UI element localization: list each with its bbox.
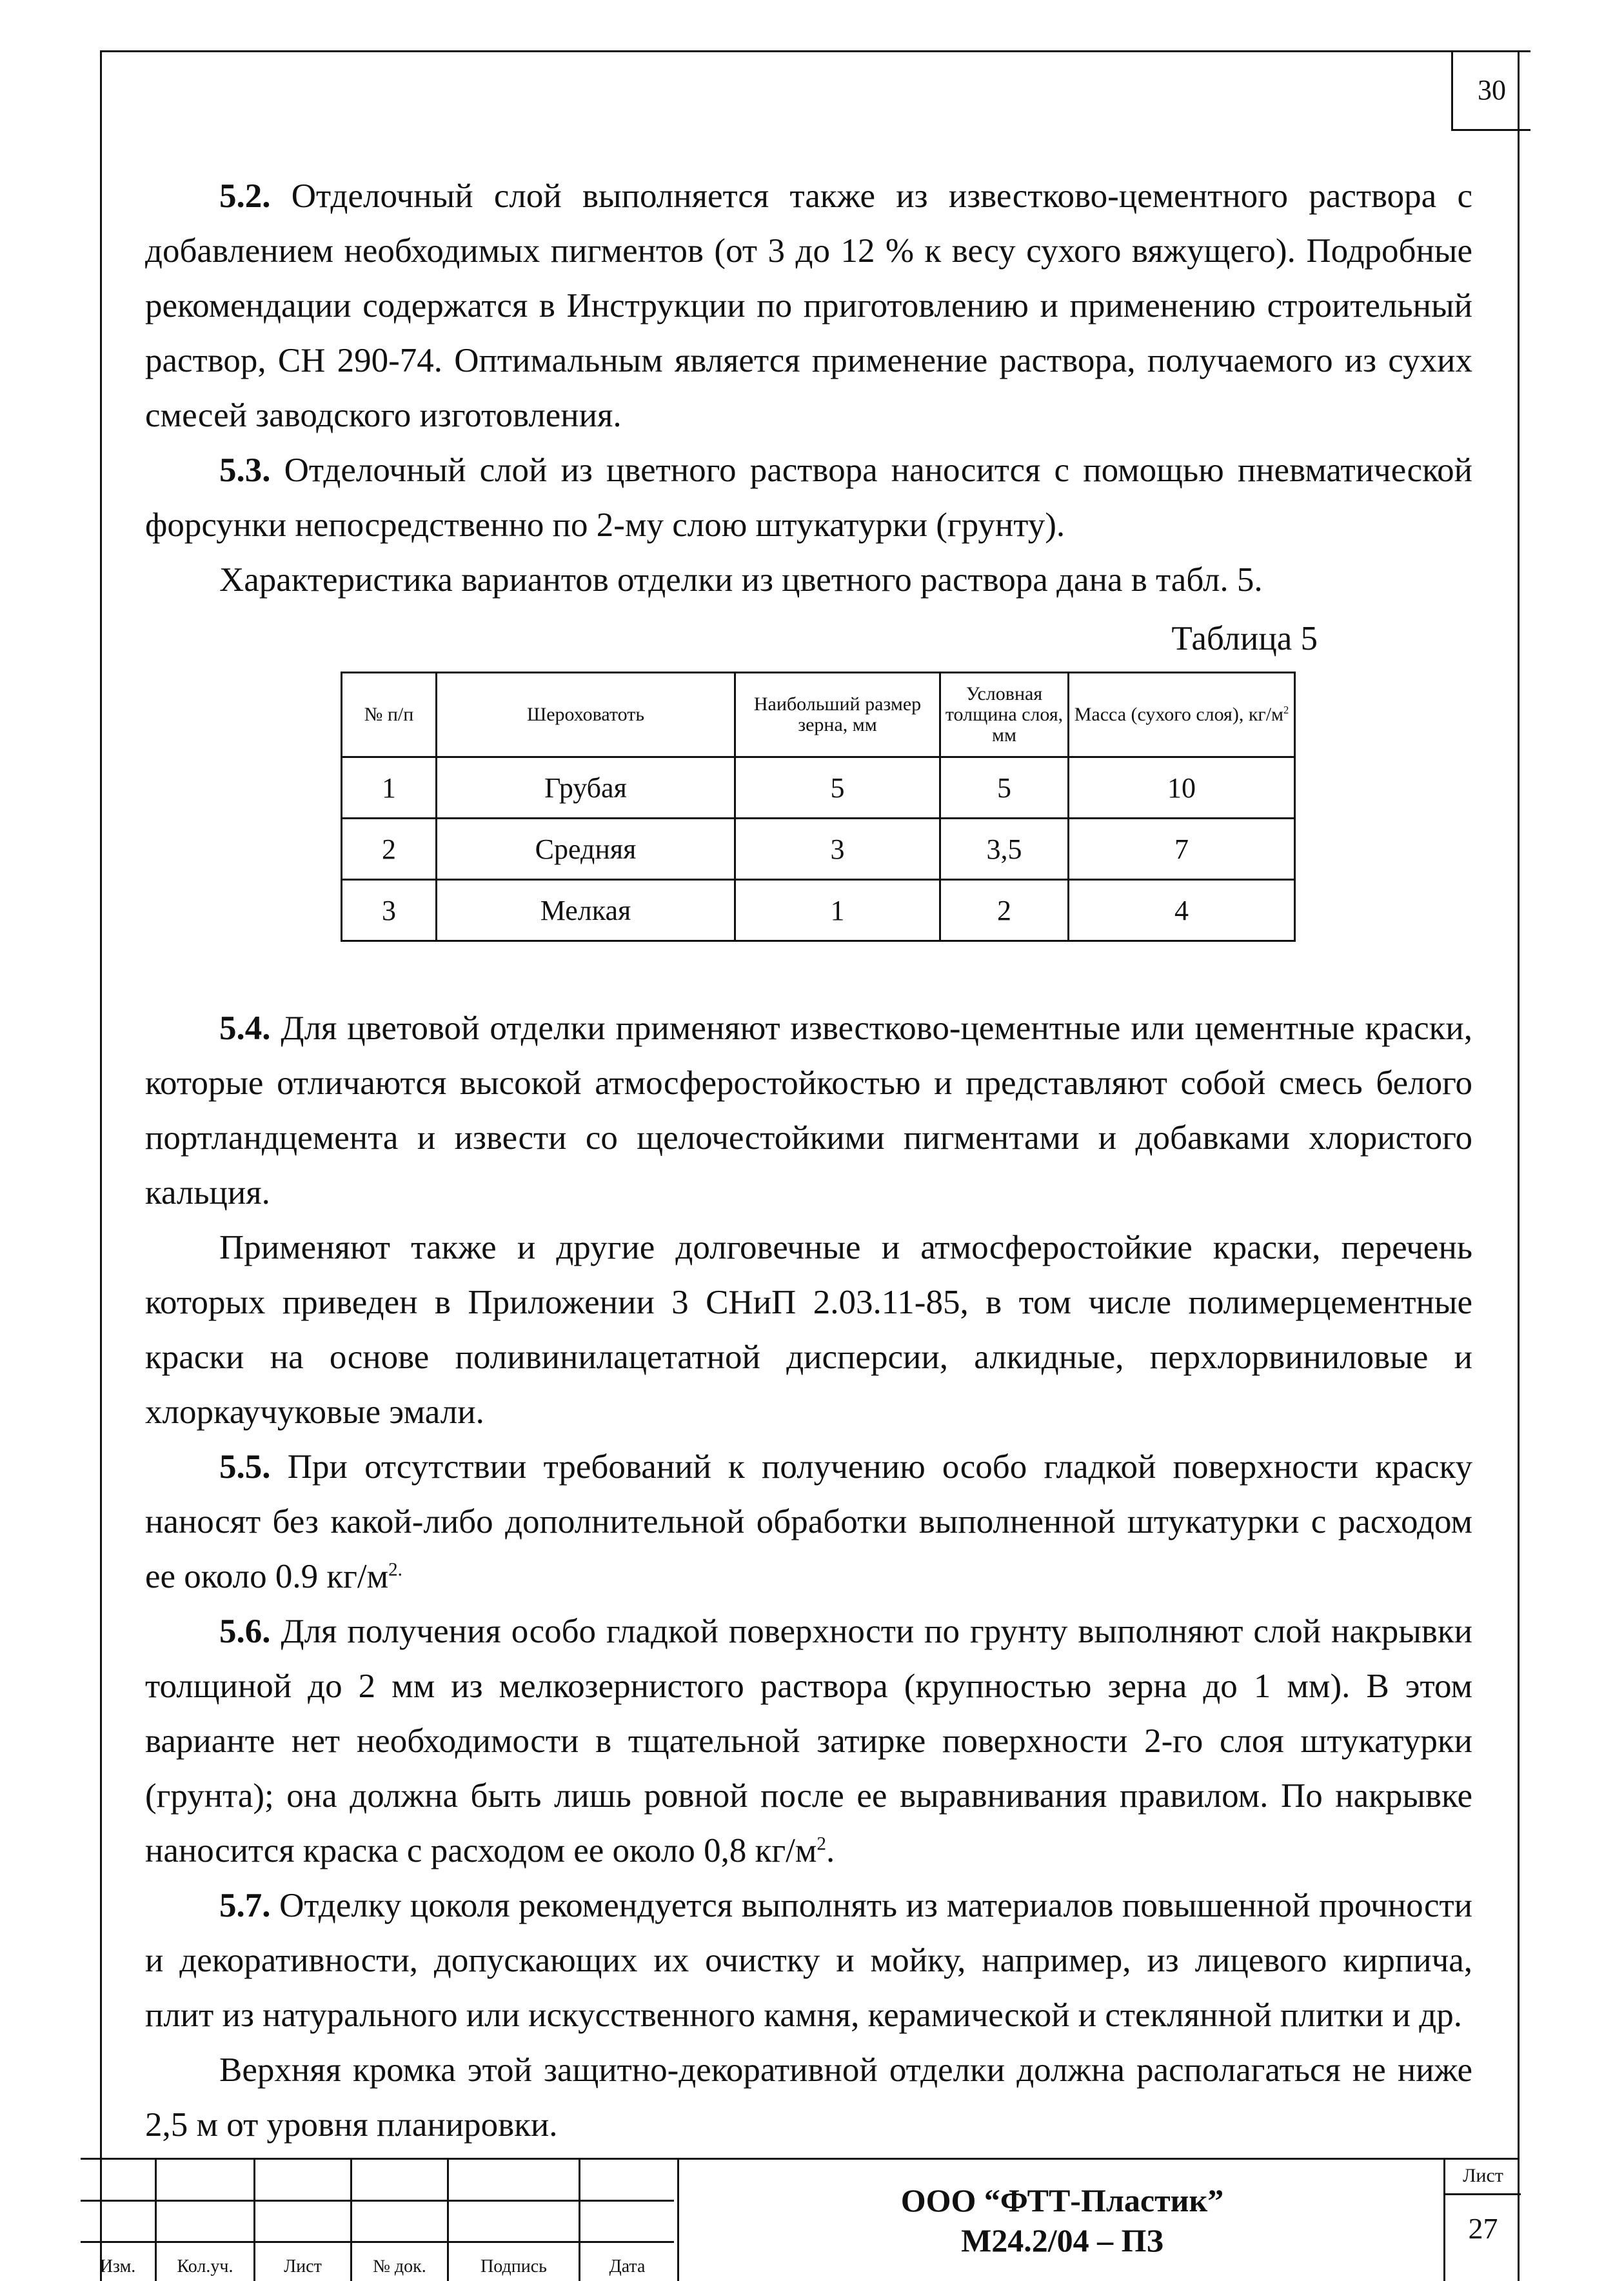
cell-mass: 10 [1069,757,1295,819]
header-roughness: Шероховатоть [437,673,735,757]
cell-grain: 1 [735,880,940,941]
header-grain-size: Наибольший размер зерна, мм [735,673,940,757]
paragraph-5-3 [145,443,1472,553]
grid-line [81,2200,674,2202]
header-mass-sup: 2 [1283,704,1289,716]
header-number: № п/п [342,673,437,757]
paragraph-5-6 [145,1604,1472,1878]
stamp-label-change: Изм. [99,2256,136,2276]
table-header-row [342,673,1295,757]
cell-thickness: 3,5 [940,819,1069,880]
paragraph-5-7b: Верхняя кромка этой защитно-декоративной отделки должна располагаться не ниже 2,5 м от уровня планировки. [145,2051,1472,2144]
stamp-label-count: Кол.уч. [177,2256,233,2276]
paragraph-5-4 [145,1001,1472,1220]
superscript: 2. [388,1559,402,1580]
cell-mass: 7 [1069,819,1295,880]
superscript: 2 [817,1833,826,1855]
section-number: 5.5. [219,1448,271,1486]
header-mass [1069,673,1295,757]
cell-number: 2 [342,819,437,880]
cell-number: 1 [342,757,437,819]
page-frame-right [1518,50,1520,2281]
paragraph-end: . [826,1832,835,1869]
organization-name: ООО “ФТТ-Пластик” [900,2182,1224,2218]
document-code: М24.2/04 – ПЗ [961,2222,1164,2258]
stamp-label-signature: Подпись [480,2256,547,2276]
paragraph-text: Отделочный слой из цветного раствора наносится с помощью пневматической форсунки непосредственно по 2-му слою штукатурки (грунту). [145,452,1472,544]
grid-line [81,2241,674,2243]
cell-roughness: Мелкая [437,880,735,941]
paragraph-5-2 [145,169,1472,443]
section-number: 5.3. [219,452,271,489]
cell-grain: 3 [735,819,940,880]
table-row [342,757,1295,819]
revision-grid [81,2160,674,2281]
paragraph-text: Для получения особо гладкой поверхности по грунту выполняют слой накрывки толщиной до 2 мм из мелкозернистого раствора (крупностью зерна до 1 мм). В этом варианте нет необходимости в тщательной затирке поверхности 2-го слоя штукатурки (грунта); она должна быть лишь ровной после ее выравнивания правилом. По накрывке наносится краска с расходом ее около 0,8 кг/м [145,1613,1472,1869]
header-thickness: Условная толщина слоя, мм [940,673,1069,757]
page-frame-top [100,50,1530,52]
table-caption: Таблица 5 [1171,620,1318,657]
finish-variants-table [341,672,1296,942]
paragraph-text: При отсутствии требований к получению особо гладкой поверхности краску наносят без какой-либо дополнительной обработки выполненной штукатурки с расходом ее около 0.9 кг/м [145,1448,1472,1595]
paragraph-text: Отделочный слой выполняется также из известково-цементного раствора с добавлением необходимых пигментов (от 3 до 12 % к весу сухого вяжущего). Подробные рекомендации содержатся в Инструкции по приготовлению и применению строительный раствор, СН 290-74. Оптимальным является применение раствора, получаемого из сухих смесей заводского изготовления. [145,177,1472,434]
page-frame-left [100,50,102,2281]
title-block [81,2158,1519,2281]
cell-mass: 4 [1069,880,1295,941]
page-number-box [1451,50,1530,131]
section-number: 5.6. [219,1613,271,1650]
cell-number: 3 [342,880,437,941]
paragraph-text: Для цветовой отделки применяют известково-цементные или цементные краски, которые отличаются высокой атмосферостойкостью и представляют собой смесь белого портландцемента и извести со щелочестойкими пигментами и добавками хлористого кальция. [145,1010,1472,1211]
section-number: 5.4. [219,1010,271,1047]
paragraph-5-4b: Применяют также и другие долговечные и атмосферостойкие краски, перечень которых приведен в Приложении 3 СНиП 2.03.11-85, в том числе полимерцементные краски на основе поливинилацетатной дисперсии, алкидные, перхлорвиниловые и хлоркаучуковые эмали. [145,1229,1472,1431]
section-number: 5.7. [219,1887,271,1924]
cell-roughness: Грубая [437,757,735,819]
sheet-divider [1445,2193,1521,2195]
stamp-label-date: Дата [609,2256,646,2276]
paragraph-text: Отделку цоколя рекомендуется выполнять из материалов повышенной прочности и декоративности, допускающих их очистку и мойку, например, из лицевого кирпича, плит из натурального или искусственного камня, керамической и стеклянной плитки и др. [145,1887,1472,2034]
paragraph-5-7 [145,1878,1472,2043]
cell-thickness: 2 [940,880,1069,941]
paragraph-5-3b: Характеристика вариантов отделки из цветного раствора дана в табл. 5. [219,561,1263,599]
cell-grain: 5 [735,757,940,819]
section-number: 5.2. [219,177,271,215]
stamp-label-sheet: Лист [284,2256,322,2276]
sheet-number: 27 [1468,2212,1498,2245]
cell-thickness: 5 [940,757,1069,819]
table-row [342,819,1295,880]
header-mass-text: Масса (сухого слоя), кг/м [1074,704,1284,725]
paragraph-5-5 [145,1440,1472,1604]
page-number: 30 [1478,74,1506,106]
document-body [145,169,1472,2153]
title-block-center [677,2160,1445,2281]
sheet-box [1443,2160,1521,2281]
sheet-label: Лист [1463,2165,1503,2186]
cell-roughness: Средняя [437,819,735,880]
table-row [342,880,1295,941]
stamp-label-doc: № док. [373,2256,426,2276]
